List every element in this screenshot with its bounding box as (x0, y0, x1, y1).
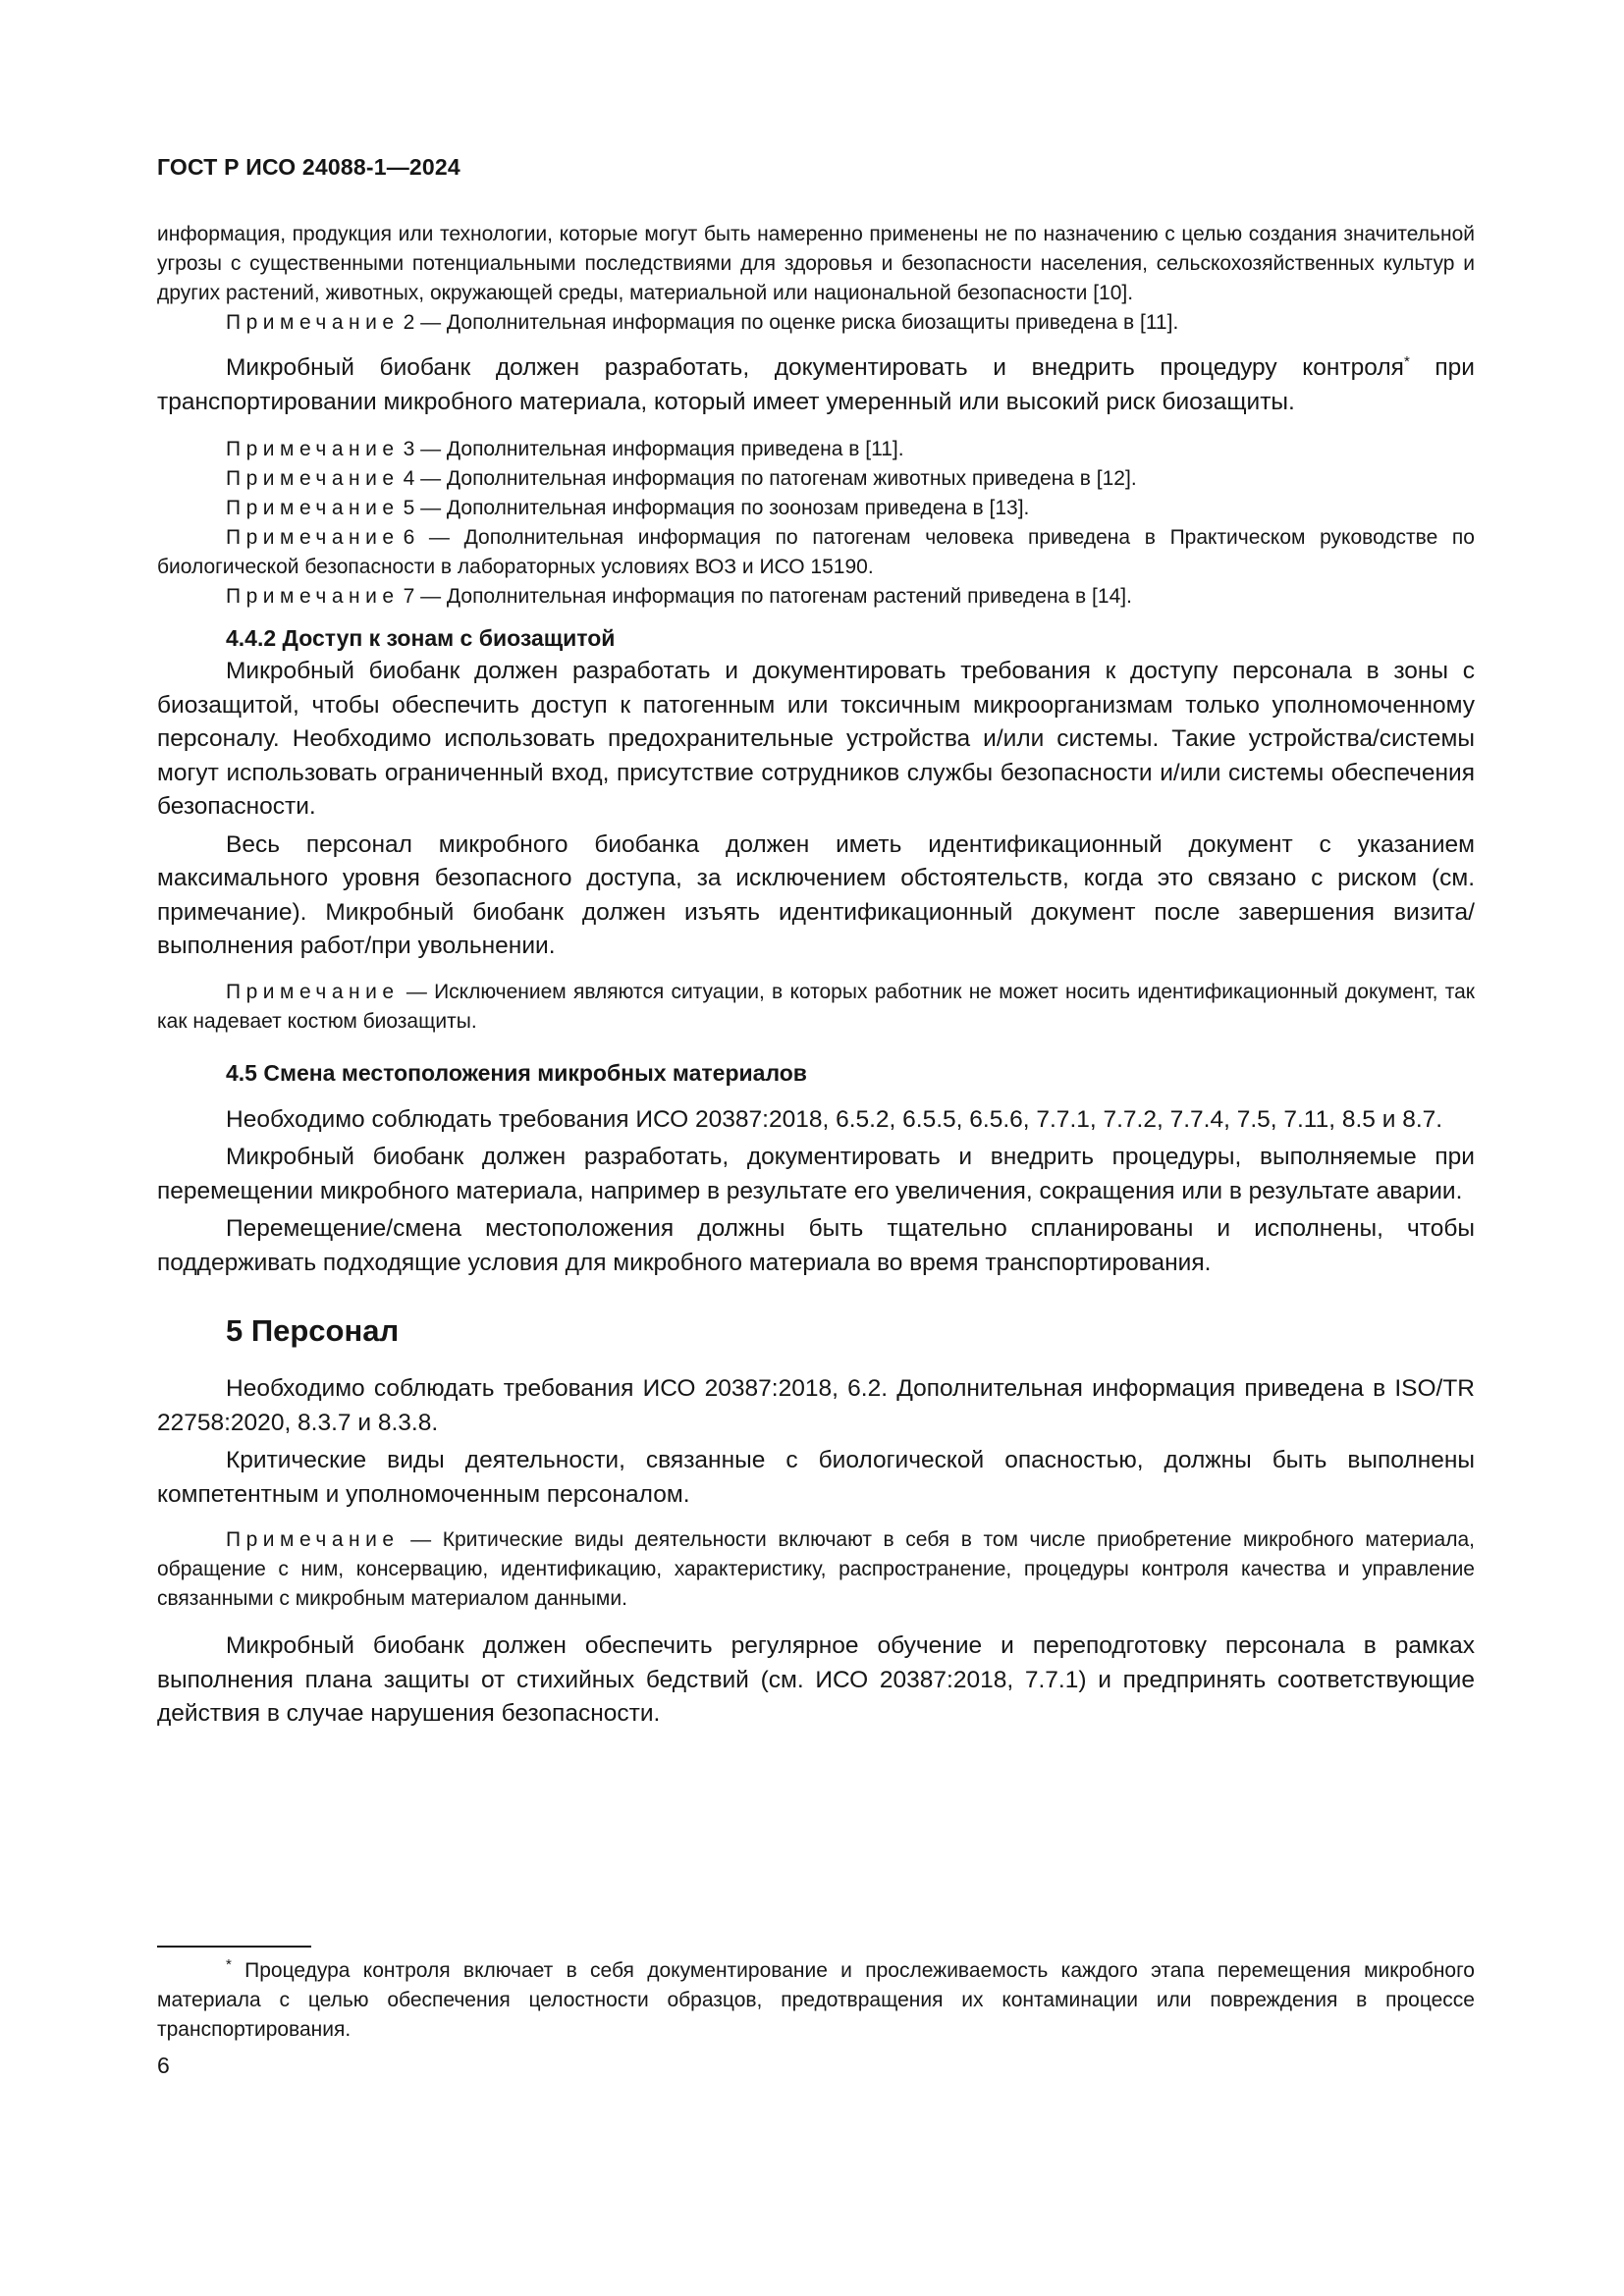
note-id-exception (157, 978, 1475, 1037)
note-text: — Исключением являются ситуации, в которых работник не может носить идентификационный документ, так как надевает костюм биозащиты. (157, 980, 1475, 1033)
note-number: 5 (403, 497, 415, 519)
note-text: — Дополнительная информация по патогенам человека приведена в Практическом руководстве по биологической безопасности в лабораторных условиях ВОЗ и ИСО 15190. (157, 526, 1475, 578)
footnote-mark: * (226, 1956, 232, 1973)
note-number: 2 (403, 311, 415, 334)
page-number: 6 (157, 2053, 170, 2078)
paragraph-relocation-planning: Перемещение/смена местоположения должны быть тщательно спланированы и исполнены, чтобы поддерживать подходящие условия для микробного материала во время транспортирования. (157, 1215, 1475, 1276)
note-text: — Дополнительная информация по зоонозам приведена в [13]. (420, 497, 1030, 519)
paragraph-requirements-45: Необходимо соблюдать требования ИСО 20387:2018, 6.5.2, 6.5.5, 6.5.6, 7.7.1, 7.7.2, 7.7.4, 7.5, 7.11, 8.5 и 8.7. (226, 1105, 1443, 1133)
note-label: Примечание (226, 438, 400, 460)
note-text: — Дополнительная информация по патогенам растений приведена в [14]. (420, 585, 1132, 608)
note-number: 7 (403, 585, 415, 608)
paragraph-text: при транспортировании микробного материала, который имеет умеренный или высокий риск биозащиты. (157, 354, 1475, 415)
note-critical-activities (157, 1525, 1475, 1614)
note-number: 6 (403, 526, 415, 549)
paragraph-continuation: информация, продукция или технологии, которые могут быть намеренно применены не по назначению с целью создания значительной угрозы с существенными потенциальными последствиями для здоровья и безопасности населения, сельскохозяйственных культур и других растений, животных, окружающей среды, материальной или национальной безопасности [10]. (157, 223, 1475, 304)
note-text: — Дополнительная информация по оценке риска биозащиты приведена в [11]. (420, 311, 1179, 334)
note-number: 4 (403, 467, 415, 490)
note-2 (157, 308, 1475, 338)
note-text: — Критические виды деятельности включают в себя в том числе приобретение микробного материала, обращение с ним, консервацию, идентификацию, характеристику, распространение, процедуры контроля качества и управление связанными с микробным материалом данными. (157, 1528, 1475, 1610)
footnote-reference: * (1403, 352, 1410, 370)
note-4 (157, 464, 1475, 494)
note-5 (157, 494, 1475, 523)
footnote-text: Процедура контроля включает в себя документирование и прослеживаемость каждого этапа перемещения микробного материала с целью обеспечения целостности образцов, предотвращения их контаминации или повреждения в процессе транспортирования. (157, 1959, 1475, 2041)
note-7 (157, 582, 1475, 612)
document-header: ГОСТ Р ИСО 24088-1—2024 (157, 154, 460, 180)
page-body (157, 220, 1475, 1732)
note-text: — Дополнительная информация приведена в [11]. (420, 438, 904, 460)
paragraph-text: Микробный биобанк должен разработать, документировать и внедрить процедуру контроля (226, 354, 1404, 381)
paragraph-personnel-requirements: Необходимо соблюдать требования ИСО 20387:2018, 6.2. Дополнительная информация приведена в ISO/TR 22758:2020, 8.3.7 и 8.3.8. (157, 1375, 1475, 1436)
section-heading-4-4-2: 4.4.2 Доступ к зонам с биозащитой (226, 625, 616, 651)
paragraph-control-procedure (157, 351, 1475, 419)
note-label: Примечание (226, 311, 400, 334)
note-6 (157, 523, 1475, 582)
paragraph-id-document: Весь персонал микробного биобанка должен иметь идентификационный документ с указанием максимального уровня безопасного доступа, за исключением обстоятельств, когда это связано с риском (см. примечание). Микробный биобанк должен изъять идентификационный документ после завершения визита/выполнения работ/при увольнении. (157, 830, 1475, 959)
note-label: Примечание (226, 526, 400, 549)
section-heading-5: 5 Персонал (226, 1313, 400, 1348)
note-label: Примечание (226, 585, 400, 608)
note-label: Примечание (226, 467, 400, 490)
paragraph-critical-activities: Критические виды деятельности, связанные с биологической опасностью, должны быть выполнены компетентным и уполномоченным персоналом. (157, 1447, 1475, 1508)
note-label: Примечание (226, 497, 400, 519)
note-3 (157, 435, 1475, 464)
paragraph-training: Микробный биобанк должен обеспечить регулярное обучение и переподготовку персонала в рамках выполнения плана защиты от стихийных бедствий (см. ИСО 20387:2018, 7.7.1) и предпринять соответствующие действия в случае нарушения безопасности. (157, 1632, 1475, 1727)
note-number: 3 (403, 438, 415, 460)
section-heading-4-5: 4.5 Смена местоположения микробных материалов (226, 1059, 807, 1086)
footnote-separator (157, 1946, 311, 1948)
note-label: Примечание (226, 1528, 400, 1551)
note-text: — Дополнительная информация по патогенам животных приведена в [12]. (420, 467, 1137, 490)
paragraph-relocation-procedures: Микробный биобанк должен разработать, документировать и внедрить процедуры, выполняемые при перемещении микробного материала, например в результате его увеличения, сокращения или в результате аварии. (157, 1144, 1475, 1204)
paragraph-access-requirements: Микробный биобанк должен разработать и документировать требования к доступу персонала в зоны с биозащитой, чтобы обеспечить доступ к патогенным или токсичным микроорганизмам только уполномоченному персоналу. Необходимо использовать предохранительные устройства и/или системы. Такие устройства/системы могут использовать ограниченный вход, присутствие сотрудников службы безопасности и/или системы обеспечения безопасности. (157, 658, 1475, 820)
notes-group (157, 435, 1475, 612)
footnote (157, 1956, 1475, 2045)
note-label: Примечание (226, 980, 400, 1003)
